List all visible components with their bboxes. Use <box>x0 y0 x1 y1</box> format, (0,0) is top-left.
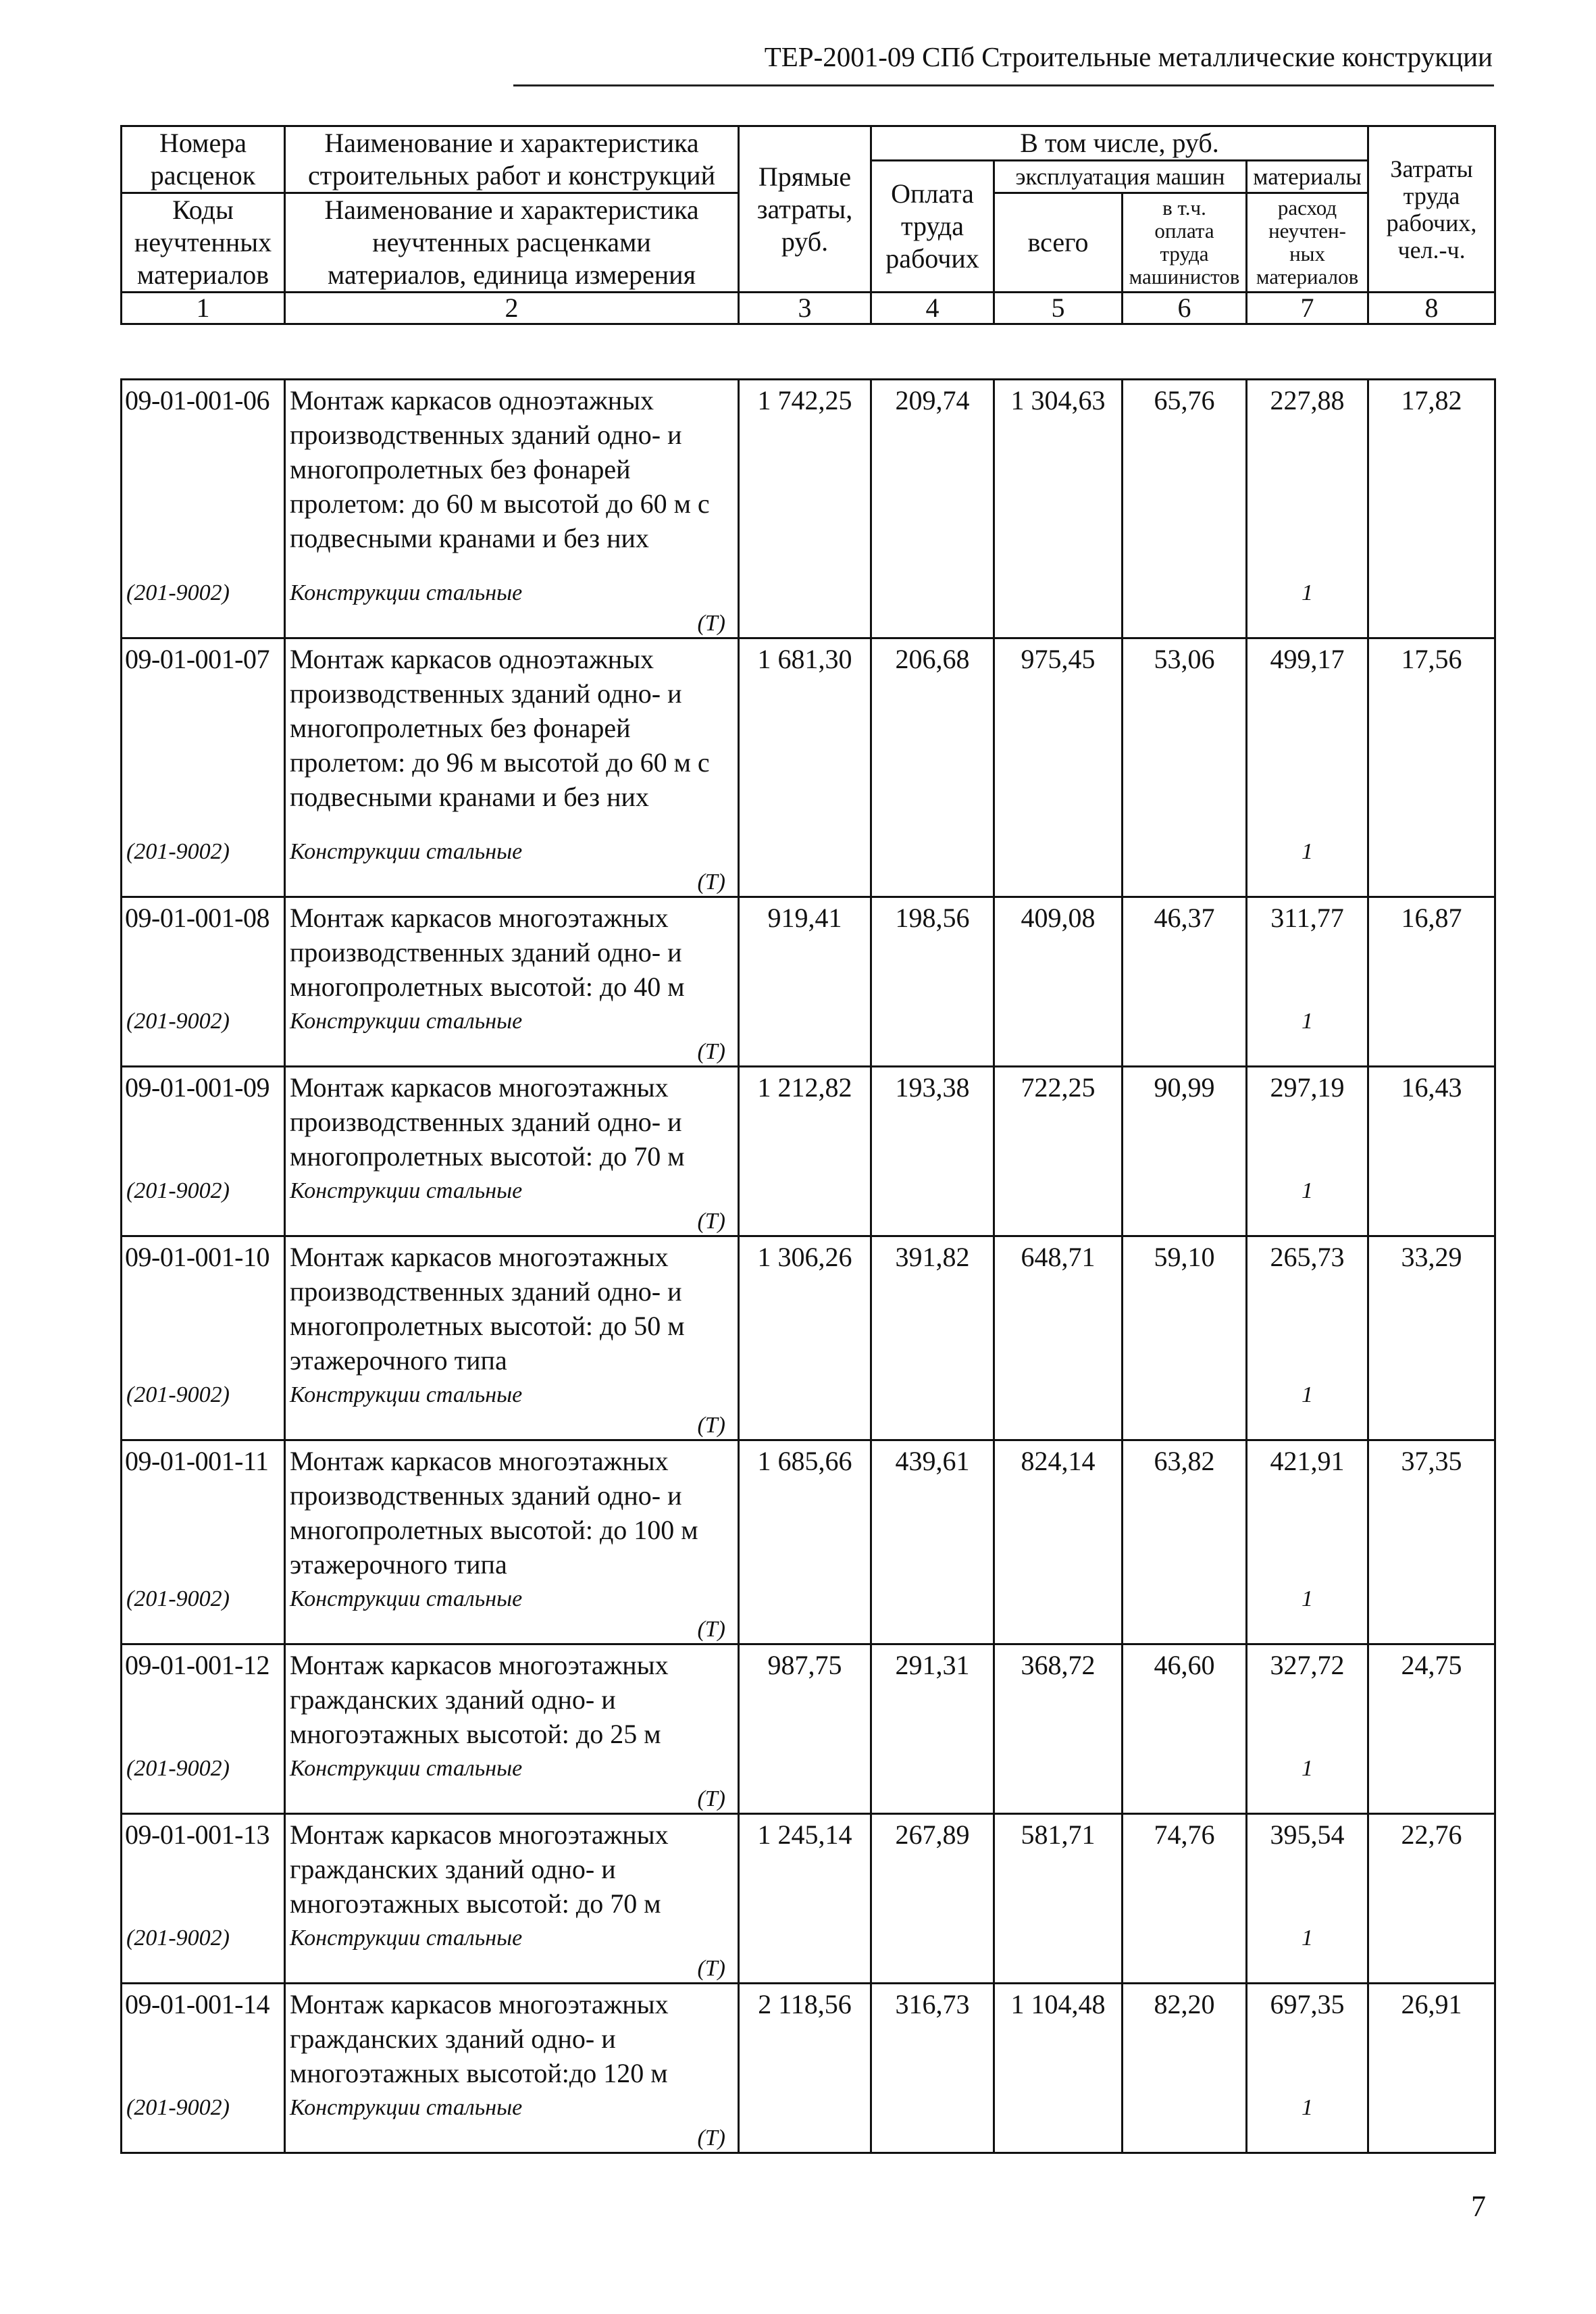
material-unit: (Т) <box>697 611 725 636</box>
labor-cost: 206,68 <box>871 638 994 815</box>
rate-name-line: Монтаж каркасов одноэтажных <box>290 385 654 416</box>
rate-name-line: многоэтажных высотой: до 70 м <box>290 1888 661 1919</box>
labor-cost: 291,31 <box>871 1644 994 1752</box>
rate-name-line: многопролетных высотой: до 70 м <box>290 1141 685 1172</box>
machines-cost: 409,08 <box>994 897 1123 1005</box>
material-name: Конструкции стальные <box>290 1382 523 1407</box>
material-code: (201-9002) <box>122 1004 285 1067</box>
rate-code: 09-01-001-10 <box>122 1236 285 1378</box>
labor-hours: 22,76 <box>1368 1814 1495 1921</box>
machinists-cost: 46,37 <box>1123 897 1247 1005</box>
material-cell <box>285 2090 739 2153</box>
material-quantity: 1 <box>1247 2090 1368 2153</box>
labor-cost: 316,73 <box>871 1984 994 2091</box>
materials-cost: 421,91 <box>1247 1440 1368 1582</box>
rate-name-line: пролетом: до 60 м высотой до 60 м с <box>290 488 710 519</box>
material-quantity: 1 <box>1247 1582 1368 1644</box>
table-row <box>122 897 1495 1005</box>
materials-cost: 227,88 <box>1247 380 1368 556</box>
direct-cost: 1 742,25 <box>739 380 871 556</box>
rate-name <box>285 1236 739 1378</box>
materials-cost: 265,73 <box>1247 1236 1368 1378</box>
material-unit: (Т) <box>697 1413 725 1438</box>
labor-hours: 16,43 <box>1368 1067 1495 1174</box>
rate-code: 09-01-001-12 <box>122 1644 285 1752</box>
material-name: Конструкции стальные <box>290 1756 523 1781</box>
materials-cost: 327,72 <box>1247 1644 1368 1752</box>
rate-name-line: гражданских зданий одно- и <box>290 1684 616 1715</box>
rate-name-line: Монтаж каркасов многоэтажных <box>290 1242 669 1272</box>
material-code: (201-9002) <box>122 1751 285 1814</box>
material-code: (201-9002) <box>122 1582 285 1644</box>
rate-code: 09-01-001-11 <box>122 1440 285 1582</box>
material-row <box>122 1751 1495 1814</box>
machinists-cost: 53,06 <box>1123 638 1247 815</box>
machines-cost: 581,71 <box>994 1814 1123 1921</box>
machines-header: эксплуатация машин <box>994 161 1247 193</box>
column-number: 4 <box>871 293 994 324</box>
material-name: Конструкции стальные <box>290 1926 523 1951</box>
rate-name-line: подвесными кранами и без них <box>290 782 649 812</box>
col7-header: расход неучтен- ных материалов <box>1247 193 1368 293</box>
machinists-cost: 59,10 <box>1123 1236 1247 1378</box>
table-row <box>122 1644 1495 1752</box>
table-row <box>122 638 1495 815</box>
column-number: 1 <box>122 293 285 324</box>
materials-header: материалы <box>1247 161 1368 193</box>
material-code: (201-9002) <box>122 1378 285 1440</box>
labor-cost: 193,38 <box>871 1067 994 1174</box>
rate-code: 09-01-001-09 <box>122 1067 285 1174</box>
rate-code: 09-01-001-06 <box>122 380 285 556</box>
rate-name-line: гражданских зданий одно- и <box>290 2023 616 2054</box>
material-code: (201-9002) <box>122 555 285 638</box>
machines-cost: 722,25 <box>994 1067 1123 1174</box>
direct-cost: 1 212,82 <box>739 1067 871 1174</box>
table-row <box>122 1236 1495 1378</box>
machinists-cost: 90,99 <box>1123 1067 1247 1174</box>
col2-bottom-header: Наименование и характеристика неучтенных расценками материалов, единица измерения <box>285 193 739 293</box>
rate-name-line: Монтаж каркасов многоэтажных <box>290 1072 669 1103</box>
rate-name <box>285 638 739 815</box>
rate-name-line: многопролетных высотой: до 40 м <box>290 972 685 1002</box>
labor-hours: 26,91 <box>1368 1984 1495 2091</box>
rate-name-line: Монтаж каркасов многоэтажных <box>290 903 669 933</box>
table-row <box>122 1984 1495 2091</box>
rates-table <box>120 378 1496 2154</box>
direct-cost: 1 685,66 <box>739 1440 871 1582</box>
material-name: Конструкции стальные <box>290 2095 523 2120</box>
materials-cost: 697,35 <box>1247 1984 1368 2091</box>
material-quantity: 1 <box>1247 555 1368 638</box>
material-cell <box>285 814 739 897</box>
material-name: Конструкции стальные <box>290 1178 523 1203</box>
rate-code: 09-01-001-14 <box>122 1984 285 2091</box>
rate-name-line: Монтаж каркасов многоэтажных <box>290 1446 669 1476</box>
col3-header: Прямые затраты, руб. <box>739 126 871 293</box>
machinists-cost: 74,76 <box>1123 1814 1247 1921</box>
materials-cost: 395,54 <box>1247 1814 1368 1921</box>
material-row <box>122 814 1495 897</box>
rate-name-line: Монтаж каркасов многоэтажных <box>290 1819 669 1850</box>
group-header: В том числе, руб. <box>871 126 1368 161</box>
labor-cost: 198,56 <box>871 897 994 1005</box>
material-cell <box>285 555 739 638</box>
rate-name <box>285 1440 739 1582</box>
material-quantity: 1 <box>1247 1378 1368 1440</box>
material-code: (201-9002) <box>122 2090 285 2153</box>
material-row <box>122 1582 1495 1644</box>
material-code: (201-9002) <box>122 814 285 897</box>
column-number: 7 <box>1247 293 1368 324</box>
direct-cost: 919,41 <box>739 897 871 1005</box>
machinists-cost: 46,60 <box>1123 1644 1247 1752</box>
material-code: (201-9002) <box>122 1921 285 1984</box>
direct-cost: 1 306,26 <box>739 1236 871 1378</box>
rate-name-line: производственных зданий одно- и <box>290 937 682 967</box>
column-number: 5 <box>994 293 1123 324</box>
labor-hours: 24,75 <box>1368 1644 1495 1752</box>
material-row <box>122 1004 1495 1067</box>
col1-top-header: Номера расценок <box>122 126 285 193</box>
table-row <box>122 1067 1495 1174</box>
machines-cost: 1 304,63 <box>994 380 1123 556</box>
material-row <box>122 1174 1495 1236</box>
labor-cost: 439,61 <box>871 1440 994 1582</box>
direct-cost: 987,75 <box>739 1644 871 1752</box>
col6-header: в т.ч. оплата труда машинистов <box>1123 193 1247 293</box>
labor-cost: 209,74 <box>871 380 994 556</box>
page-number: 7 <box>1471 2190 1486 2223</box>
material-unit: (Т) <box>697 870 725 895</box>
machines-cost: 1 104,48 <box>994 1984 1123 2091</box>
rate-code: 09-01-001-07 <box>122 638 285 815</box>
material-unit: (Т) <box>697 1786 725 1811</box>
material-cell <box>285 1378 739 1440</box>
rate-code: 09-01-001-13 <box>122 1814 285 1921</box>
rate-name <box>285 1814 739 1921</box>
material-cell <box>285 1751 739 1814</box>
direct-cost: 1 681,30 <box>739 638 871 815</box>
direct-cost: 1 245,14 <box>739 1814 871 1921</box>
rate-name <box>285 1067 739 1174</box>
material-row <box>122 1921 1495 1984</box>
rate-name-line: производственных зданий одно- и <box>290 678 682 709</box>
rate-name-line: гражданских зданий одно- и <box>290 1854 616 1884</box>
material-cell <box>285 1582 739 1644</box>
col5-header: всего <box>994 193 1123 293</box>
rate-name-line: многопролетных высотой: до 100 м <box>290 1515 698 1545</box>
machines-cost: 975,45 <box>994 638 1123 815</box>
machinists-cost: 82,20 <box>1123 1984 1247 2091</box>
rate-name <box>285 380 739 556</box>
rate-name-line: производственных зданий одно- и <box>290 1276 682 1307</box>
material-unit: (Т) <box>697 1039 725 1064</box>
rate-name-line: многопролетных без фонарей <box>290 713 631 743</box>
table-header <box>120 125 1496 325</box>
material-cell <box>285 1921 739 1984</box>
col8-header: Затраты труда рабочих, чел.-ч. <box>1368 126 1495 293</box>
table-row <box>122 1440 1495 1582</box>
machinists-cost: 63,82 <box>1123 1440 1247 1582</box>
column-number: 2 <box>285 293 739 324</box>
material-code: (201-9002) <box>122 1174 285 1236</box>
rate-name <box>285 897 739 1005</box>
materials-cost: 311,77 <box>1247 897 1368 1005</box>
materials-cost: 297,19 <box>1247 1067 1368 1174</box>
rate-name-line: Монтаж каркасов многоэтажных <box>290 1989 669 2019</box>
machines-cost: 824,14 <box>994 1440 1123 1582</box>
rate-name <box>285 1984 739 2091</box>
material-name: Конструкции стальные <box>290 580 523 605</box>
rate-name-line: Монтаж каркасов одноэтажных <box>290 644 654 674</box>
table-row <box>122 1814 1495 1921</box>
rate-name-line: производственных зданий одно- и <box>290 1107 682 1137</box>
running-header: ТЕР-2001-09 СПб Строительные металлические конструкции <box>764 41 1493 72</box>
material-quantity: 1 <box>1247 1921 1368 1984</box>
rate-name <box>285 1644 739 1752</box>
rate-name-line: этажерочного типа <box>290 1549 507 1580</box>
rate-name-line: многопролетных высотой: до 50 м <box>290 1311 685 1341</box>
col1-bottom-header: Коды неучтенных материалов <box>122 193 285 293</box>
labor-cost: 267,89 <box>871 1814 994 1921</box>
column-number: 8 <box>1368 293 1495 324</box>
material-quantity: 1 <box>1247 1174 1368 1236</box>
column-number: 3 <box>739 293 871 324</box>
material-row <box>122 1378 1495 1440</box>
rate-name-line: производственных зданий одно- и <box>290 420 682 450</box>
labor-cost: 391,82 <box>871 1236 994 1378</box>
material-name: Конструкции стальные <box>290 1009 523 1034</box>
machines-cost: 368,72 <box>994 1644 1123 1752</box>
labor-hours: 37,35 <box>1368 1440 1495 1582</box>
labor-hours: 33,29 <box>1368 1236 1495 1378</box>
material-quantity: 1 <box>1247 814 1368 897</box>
machinists-cost: 65,76 <box>1123 380 1247 556</box>
col2-top-header: Наименование и характеристика строительных работ и конструкций <box>285 126 739 193</box>
labor-hours: 17,56 <box>1368 638 1495 815</box>
material-quantity: 1 <box>1247 1004 1368 1067</box>
labor-hours: 16,87 <box>1368 897 1495 1005</box>
material-unit: (Т) <box>697 1956 725 1981</box>
rate-name-line: многопролетных без фонарей <box>290 454 631 484</box>
header-rule <box>513 84 1494 86</box>
column-number: 6 <box>1123 293 1247 324</box>
rate-name-line: многоэтажных высотой: до 25 м <box>290 1719 661 1749</box>
rate-name-line: подвесными кранами и без них <box>290 523 649 553</box>
material-row <box>122 2090 1495 2153</box>
material-row <box>122 555 1495 638</box>
material-cell <box>285 1174 739 1236</box>
rate-name-line: многоэтажных высотой:до 120 м <box>290 2058 668 2088</box>
material-unit: (Т) <box>697 1209 725 1234</box>
material-unit: (Т) <box>697 2126 725 2150</box>
rate-name-line: Монтаж каркасов многоэтажных <box>290 1650 669 1680</box>
machines-cost: 648,71 <box>994 1236 1123 1378</box>
table-row <box>122 380 1495 556</box>
rate-name-line: пролетом: до 96 м высотой до 60 м с <box>290 747 710 778</box>
rate-name-line: производственных зданий одно- и <box>290 1480 682 1511</box>
rate-name-line: этажерочного типа <box>290 1345 507 1376</box>
rate-code: 09-01-001-08 <box>122 897 285 1005</box>
material-name: Конструкции стальные <box>290 839 523 864</box>
material-quantity: 1 <box>1247 1751 1368 1814</box>
col4-header: Оплата труда рабочих <box>871 161 994 293</box>
material-cell <box>285 1004 739 1067</box>
material-name: Конструкции стальные <box>290 1586 523 1611</box>
material-unit: (Т) <box>697 1617 725 1642</box>
direct-cost: 2 118,56 <box>739 1984 871 2091</box>
materials-cost: 499,17 <box>1247 638 1368 815</box>
labor-hours: 17,82 <box>1368 380 1495 556</box>
